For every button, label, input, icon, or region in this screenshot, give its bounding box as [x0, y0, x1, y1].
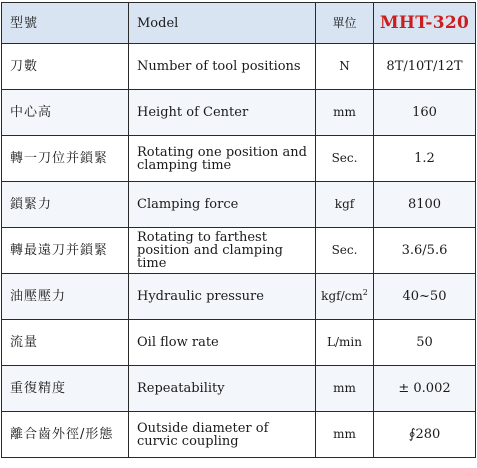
spec-value: ± 0.002: [374, 366, 476, 412]
spec-zh-label: 油壓壓力: [2, 274, 129, 320]
table-row: [2, 412, 476, 458]
spec-unit: Sec.: [316, 228, 374, 274]
spec-zh-label: 流量: [2, 320, 129, 366]
spec-en-label: Rotating one position and clamping time: [129, 136, 316, 182]
spec-zh-label: 轉最遠刀并鎖緊: [2, 228, 129, 274]
spec-unit: mm: [316, 412, 374, 458]
spec-unit: [316, 274, 374, 320]
table-header-row: [2, 3, 476, 44]
spec-en-label: Rotating to farthest position and clamping time: [129, 228, 316, 274]
spec-unit: N: [316, 44, 374, 90]
table-row: [2, 366, 476, 412]
table-row: [2, 136, 476, 182]
spec-zh-label: 鎖緊力: [2, 182, 129, 228]
table-row: [2, 228, 476, 274]
spec-value: ∮280: [374, 412, 476, 458]
spec-en-label: Clamping force: [129, 182, 316, 228]
header-model-value: MHT-320: [374, 3, 476, 44]
spec-value: 1.2: [374, 136, 476, 182]
spec-unit-exponent: 2: [362, 288, 368, 297]
table-row: [2, 274, 476, 320]
table-row: [2, 320, 476, 366]
table-row: [2, 44, 476, 90]
spec-value: 8T/10T/12T: [374, 44, 476, 90]
spec-zh-label: 刀數: [2, 44, 129, 90]
spec-unit: kgf: [316, 182, 374, 228]
table-row: [2, 90, 476, 136]
spec-zh-label: 離合齒外徑/形態: [2, 412, 129, 458]
spec-en-label: Number of tool positions: [129, 44, 316, 90]
spec-value: 8100: [374, 182, 476, 228]
spec-en-label: Height of Center: [129, 90, 316, 136]
spec-unit: Sec.: [316, 136, 374, 182]
spec-en-label: Oil flow rate: [129, 320, 316, 366]
header-zh-label: 型號: [2, 3, 129, 44]
spec-table: [1, 2, 476, 458]
spec-value: 160: [374, 90, 476, 136]
spec-zh-label: 重復精度: [2, 366, 129, 412]
spec-zh-label: 中心高: [2, 90, 129, 136]
spec-en-label: Repeatability: [129, 366, 316, 412]
spec-zh-label: 轉一刀位并鎖緊: [2, 136, 129, 182]
spec-unit: mm: [316, 366, 374, 412]
table-row: [2, 182, 476, 228]
spec-en-label: Hydraulic pressure: [129, 274, 316, 320]
spec-unit: L/min: [316, 320, 374, 366]
header-en-label: Model: [129, 3, 316, 44]
spec-en-label: Outside diameter of curvic coupling: [129, 412, 316, 458]
header-unit-label: 單位: [316, 3, 374, 44]
spec-unit-base: kgf/cm: [321, 289, 363, 303]
spec-unit: mm: [316, 90, 374, 136]
spec-value: 50: [374, 320, 476, 366]
spec-value: 3.6/5.6: [374, 228, 476, 274]
spec-value: 40~50: [374, 274, 476, 320]
